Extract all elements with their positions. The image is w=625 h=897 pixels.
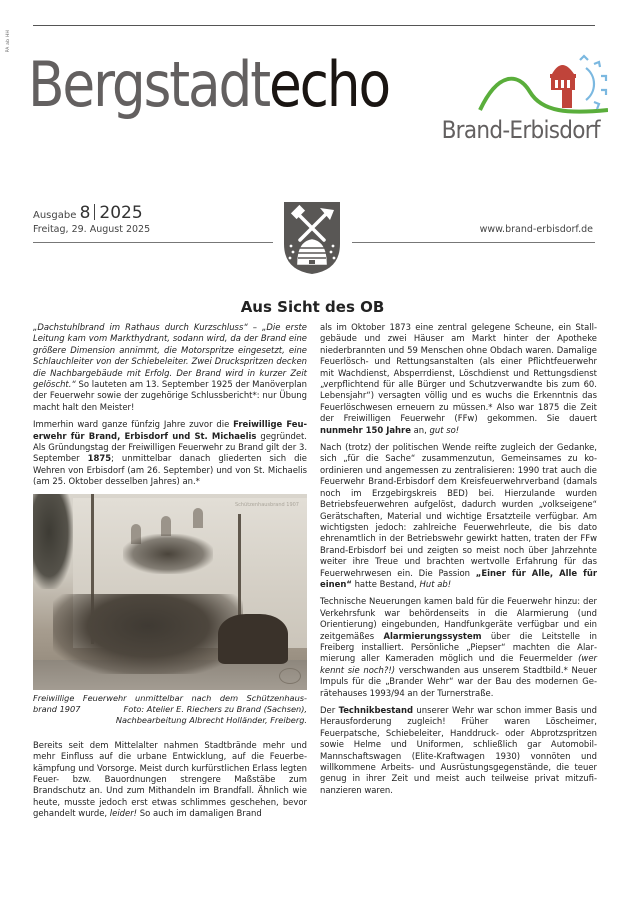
masthead: [28, 50, 608, 150]
top-rule: [33, 25, 595, 26]
issue-year: 2025: [99, 203, 143, 223]
article-title: Aus Sicht des OB: [240, 298, 385, 316]
issue-date: Freitag, 29. August 2025: [33, 224, 151, 235]
masthead-subtitle: Brand-Erbisdorf: [441, 116, 600, 144]
caption-line: brand 1907: [33, 703, 81, 714]
text: als im Oktober 1873 eine zentral gelegene Scheune, ein Stallgebäude und zwei Häuser am Markt hinter der Apotheke niederbrannten und 59 Menschen ohne Obdach waren. Damalige Feuerlösch- und Rettungsanstalten (als einer Pflichtfeuerwehr mit Wachdienst, Absperrdienst, Löschdienst und Rettungsdienst „verpflichtend für alle Bürger und Schutzverwandte bis zum 60. Lebensjahr“) versagten völlig und es wuchs die Erkenntnis das Feuerlöschwesen erneuern zu müssen.* Also war 1875 die Zeit der Freiwilligen Feuerwehr (FFw) gekommen. Sie dauert: [320, 322, 597, 424]
gear-icon: [580, 56, 606, 109]
paragraph: [320, 442, 597, 590]
italic-text: gut so!: [429, 424, 460, 435]
photo-stamp: [279, 668, 301, 684]
text: Der: [320, 705, 339, 715]
italic-text: leider!: [109, 808, 138, 819]
bold-text: Technikbestand: [338, 705, 414, 715]
article-column-left: [33, 322, 307, 820]
paragraph: [33, 419, 307, 487]
quote-text: „Dachstuhlbrand im Rathaus durch Kurzschluss“ – „Die erste Leitung kam vom Markthydrant, sodann wird, da der Brand eine größere Dimension annimmt, die Motorspritze eingesetzt, eine Schlauchleiter von der Schiebeleiter. Zwei Druckspritzen decken die Nachbargebäude mit Erfolg. Der Brand wird in kurzer Zeit gelöscht.“: [33, 322, 307, 390]
photo-caption: [33, 693, 307, 726]
article-column-right: [320, 322, 597, 796]
photo-firefighters-upper: [123, 534, 213, 574]
article-photo: [33, 494, 307, 690]
text: verschwanden aus unserem Stadtbild.* Neuer Impuls für die „Brander Wehr“ war der Bau des modernen Gerätehauses 1993/94 an der Turnerstraße.: [320, 664, 597, 698]
header-rule-left: [33, 242, 273, 243]
text: Nach (trotz) der politischen Wende reifte zugleich der Gedanke, sich „für die Sache“ zusammenzutun, Gemeinsames zu koordinieren und angemessen zu zentralisieren: 1990 trat auch die Feuerwehr Brand-Erbisdorf dem Kreisfeuerwehrverband (damals noch im Erzgebirgskreis BED) bei. Hierzulande wurden Betriebsfeuerwehren aufgelöst, dadurch wurden „volkseigene“ Gerätschaften, Material und wichtige Ersatzteile verfügbar. Am wichtigsten jedoch: zahlreiche Feuerwehrleute, die bis dato ehrenamtlich in der Betriebswehr gewirkt hatten, traten der FFw Brand-Erbisdorf bei und zeigten so meist noch über Jahrzehnte weiter ihre Treue und brachten wertvolle Erfahrung für das Feuerwehrwesen ein. Die Passion: [320, 442, 597, 578]
caption-row: [33, 704, 307, 715]
paragraph: [320, 596, 597, 699]
photo-credit: Nachbearbeitung Albrecht Holländer, Freiberg.: [115, 714, 307, 725]
coat-of-arms-icon: [282, 200, 342, 276]
text: Technische Neuerungen kamen bald für die Feuerwehr hinzu: der Verkehrsfunk war behördenseits in die Alarmierung (und Orientierung) eingebunden, Handfunkgeräte verfügbar und ein zeitgemäßes: [320, 596, 597, 641]
text: hatte Bestand,: [351, 578, 420, 589]
photo-window: [193, 508, 203, 528]
issue-number: 8: [79, 203, 91, 223]
text: So auch im damaligen Brand: [137, 808, 262, 819]
bold-text: nunmehr 150 Jahre: [320, 424, 411, 435]
bold-text: 1875: [87, 453, 112, 464]
italic-text: (wer kennt sie noch?!): [320, 653, 597, 675]
issue-info: [33, 203, 150, 235]
photo-tree: [33, 494, 73, 589]
photo-window: [161, 516, 171, 536]
text: an,: [410, 424, 430, 435]
issue-label: Ausgabe: [33, 210, 77, 221]
text: So lauteten am 13. September 1925 der Manöverplan der Feuerwehr sowie der zugehörige Schlussbericht*: nur Übung macht halt den Meister!: [33, 379, 307, 412]
masthead-title: [28, 50, 389, 120]
text: Bereits seit dem Mittelalter nahmen Stadtbrände mehr und mehr Einfluss auf die urbane Entwicklung, auf die Feuerbekämpfung und Vorsorge. Meist durch kurfürstlichen Erlass legten Feuer- bzw. Bauordnungen strengere Maßstäbe zum Brandschutz an. Und zum Mithandeln im Brandfall. Ähnlich wie heute, musste jedoch erst etwas schlimmes geschehen, bevor gehandelt wurde,: [33, 739, 307, 819]
italic-text: Hut ab!: [419, 578, 452, 589]
side-code: PA ab HH: [6, 30, 11, 53]
paragraph: [320, 705, 597, 796]
text: unserer Wehr war schon immer Basis und Herausforderung zugleich! Früher waren Löscheimer, Feuerpatsche, Schiebeleiter, Handdruck- oder Abprotzspritzen sowie Helme und Uniformen, schließlich gar Automobil-Mannschaftswagen (Elite-Kraftwagen 1930) vonnöten und willkommene Arbeits- und Ausrüstungsgegenstände, die teuer genug in ihrer Zeit und meist auch teilweise privat mitzufinanzieren waren.: [320, 705, 597, 795]
green-hill-swoosh: [480, 79, 608, 112]
photo-horse: [218, 614, 288, 664]
text: ; unmittelbar danach gliederten sich die Wehren von Erbisdorf (am 26. September) und von St. Michaelis (am 25. Oktober desselben Jahres) an.*: [33, 453, 307, 487]
paragraph: [320, 322, 597, 436]
town-logo-icon: [468, 52, 608, 116]
header-rule-right: [352, 242, 595, 243]
text: Immerhin ward ganze fünfzig Jahre zuvor die: [33, 419, 234, 430]
photo-credit: Foto: Atelier E. Riechers zu Brand (Sachsen),: [123, 703, 307, 714]
bold-text: Alarmierungssystem: [383, 630, 482, 641]
website-link[interactable]: www.brand-erbisdorf.de: [479, 224, 593, 235]
photo-corner-text: Schützenhausbrand 1907: [234, 501, 299, 508]
masthead-title-part2: echo: [268, 48, 389, 121]
bold-text: „Einer für Alle, Alle für einen“: [320, 567, 597, 589]
issue-line: [33, 203, 150, 223]
caption-line: Freiwillige Feuerwehr unmittelbar nach dem Schützenhaus-: [33, 692, 307, 703]
text: gegründet. Als Gründungstag der Freiwilligen Feuerwehr zu Brand gilt der 3. September: [33, 430, 307, 464]
paragraph: [33, 322, 307, 413]
paragraph: [33, 740, 307, 820]
issue-divider: [94, 204, 95, 220]
photo-firefighters: [53, 594, 243, 674]
text: über die Leitstelle in Freiberg installiert. Persönliche „Piepser“ machten die Alarmierung aller Kameraden möglich und die Feuermelder: [320, 630, 597, 664]
masthead-title-part1: Bergstadt: [28, 48, 269, 121]
bold-text: Freiwillige Feuerwehr für Brand, Erbisdorf und St. Michaelis: [33, 419, 308, 441]
